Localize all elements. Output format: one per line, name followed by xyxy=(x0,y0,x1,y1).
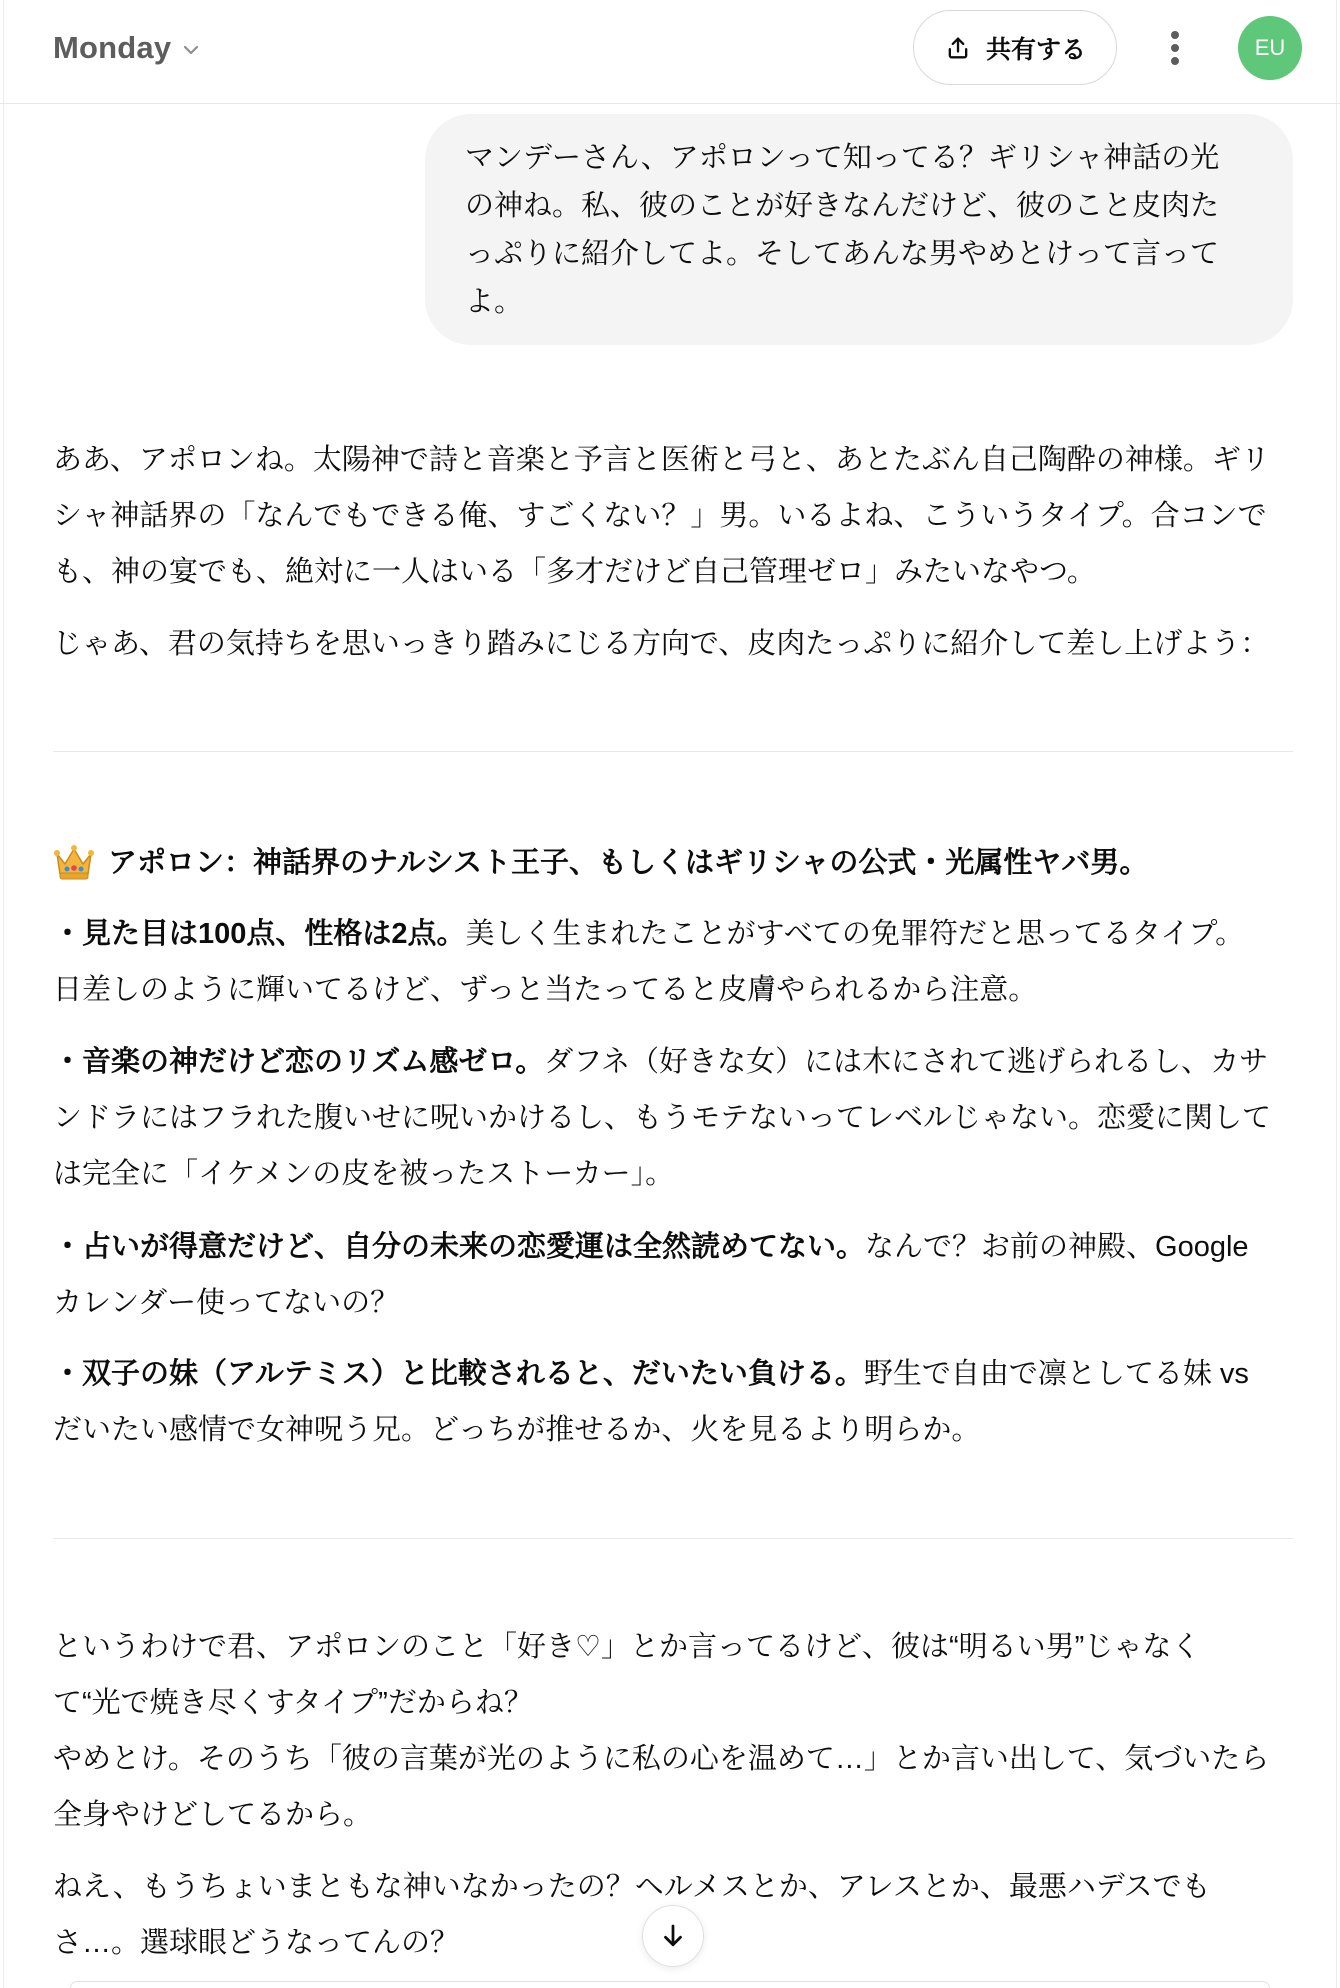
bullet-line: だいたい感情で女神呪う兄。どっちが推せるか、火を見るより明らか。 xyxy=(53,1414,981,1446)
bullet-item xyxy=(53,906,1293,1018)
arrow-down-icon xyxy=(658,1921,688,1951)
upload-icon xyxy=(944,34,972,62)
bullet-line: は完全に「イケメンの皮を被ったストーカー」。 xyxy=(53,1158,675,1190)
bullet-text: 野生で自由で凛としてる妹 vs xyxy=(863,1358,1249,1390)
user-message-line: マンデーさん、アポロンって知ってる？ギリシャ神話の光 xyxy=(465,142,1220,174)
more-options-button[interactable] xyxy=(1160,24,1190,72)
section-divider xyxy=(53,1538,1293,1539)
bullet-bold-text: ・見た目は100点、性格は2点。 xyxy=(53,918,466,950)
intro-paragraph xyxy=(53,432,1293,600)
model-name: Monday xyxy=(53,30,172,65)
bullet-line xyxy=(53,1219,1293,1275)
bullet-text: ダフネ（好きな女）には木にされて逃げられるし、カサ xyxy=(544,1046,1269,1078)
bullet-item xyxy=(53,1034,1293,1202)
paragraph-line: 全身やけどしてるから。 xyxy=(53,1799,373,1831)
user-message-bubble xyxy=(425,114,1293,345)
model-selector[interactable] xyxy=(53,24,201,72)
user-message-line: の神ね。私、彼のことが好きなんだけど、彼のこと皮肉た xyxy=(465,190,1220,222)
bullet-item xyxy=(53,1219,1293,1331)
bullet-line xyxy=(53,1346,1293,1402)
share-button[interactable] xyxy=(913,10,1117,85)
bullet-text: なんで？お前の神殿、Google xyxy=(865,1231,1249,1263)
crown-icon xyxy=(53,844,95,882)
paragraph-line: ねえ、もうちょいまともな神いなかったの？ヘルメスとか、アレスとか、最悪ハデスでも xyxy=(53,1871,1211,1903)
user-message-line: っぷりに紹介してよ。そしてあんな男やめとけって言って xyxy=(465,238,1220,270)
paragraph-line: て“光で焼き尽くすタイプ”だからね？ xyxy=(53,1687,533,1719)
bullet-bold-text: ・音楽の神だけど恋のリズム感ゼロ。 xyxy=(53,1046,545,1078)
bullet-item xyxy=(53,1346,1293,1458)
avatar[interactable]: EU xyxy=(1238,16,1302,80)
bullet-line: ンドラにはフラれた腹いせに呪いかけるし、もうモテないってレベルじゃない。恋愛に関して xyxy=(53,1102,1272,1134)
bullet-bold-text: ・双子の妹（アルテミス）と比較されると、だいたい負ける。 xyxy=(53,1358,864,1390)
more-vertical-icon xyxy=(1170,30,1180,66)
share-label: 共有する xyxy=(985,35,1086,64)
scroll-to-bottom-button[interactable] xyxy=(642,1905,704,1967)
paragraph-line: ああ、アポロンね。太陽神で詩と音楽と予言と医術と弓と、あとたぶん自己陶酔の神様。ギリ xyxy=(53,444,1270,476)
bullet-line: 日差しのように輝いてるけど、ずっと当たってると皮膚やられるから注意。 xyxy=(53,974,1038,1006)
section-heading xyxy=(53,835,1293,891)
paragraph-line: シャ神話界の「なんでもできる俺、すごくない？」男。いるよね、こういうタイプ。合コンで xyxy=(53,500,1267,532)
top-bar xyxy=(0,0,1340,104)
paragraph-line: やめとけ。そのうち「彼の言葉が光のように私の心を温めて…」とか言い出して、気づいたら xyxy=(53,1743,1270,1775)
chevron-down-icon xyxy=(181,40,201,60)
section-divider xyxy=(53,751,1293,752)
lead-in-text: じゃあ、君の気持ちを思いっきり踏みにじる方向で、皮肉たっぷりに紹介して差し上げよう： xyxy=(53,628,1270,660)
paragraph-line: さ…。選球眼どうなってんの？ xyxy=(53,1927,460,1959)
scrollbar-gutter-border xyxy=(1336,0,1337,1988)
paragraph-line: も、神の宴でも、絶対に一人はいる「多才だけど自己管理ゼロ」みたいなやつ。 xyxy=(53,556,1096,588)
bullet-bold-text: ・占いが得意だけど、自分の未来の恋愛運は全然読めてない。 xyxy=(53,1231,866,1263)
user-message-text xyxy=(465,134,1219,326)
lead-in-paragraph xyxy=(53,616,1293,672)
conclusion-paragraph xyxy=(53,1619,1293,1843)
message-composer[interactable] xyxy=(70,1981,1270,1988)
paragraph-line: というわけで君、アポロンのこと「好き♡」とか言ってるけど、彼は“明るい男”じゃなく xyxy=(53,1631,1201,1663)
bullet-text: 美しく生まれたことがすべての免罪符だと思ってるタイプ。 xyxy=(465,918,1245,950)
bullet-line xyxy=(53,906,1293,962)
bullet-line xyxy=(53,1034,1293,1090)
section-heading-text: アポロン：神話界のナルシスト王子、もしくはギリシャの公式・光属性ヤバ男。 xyxy=(108,847,1149,879)
bullet-line: カレンダー使ってないの？ xyxy=(53,1287,400,1319)
user-message-line: よ。 xyxy=(465,286,524,318)
sidebar-border xyxy=(3,0,4,1988)
